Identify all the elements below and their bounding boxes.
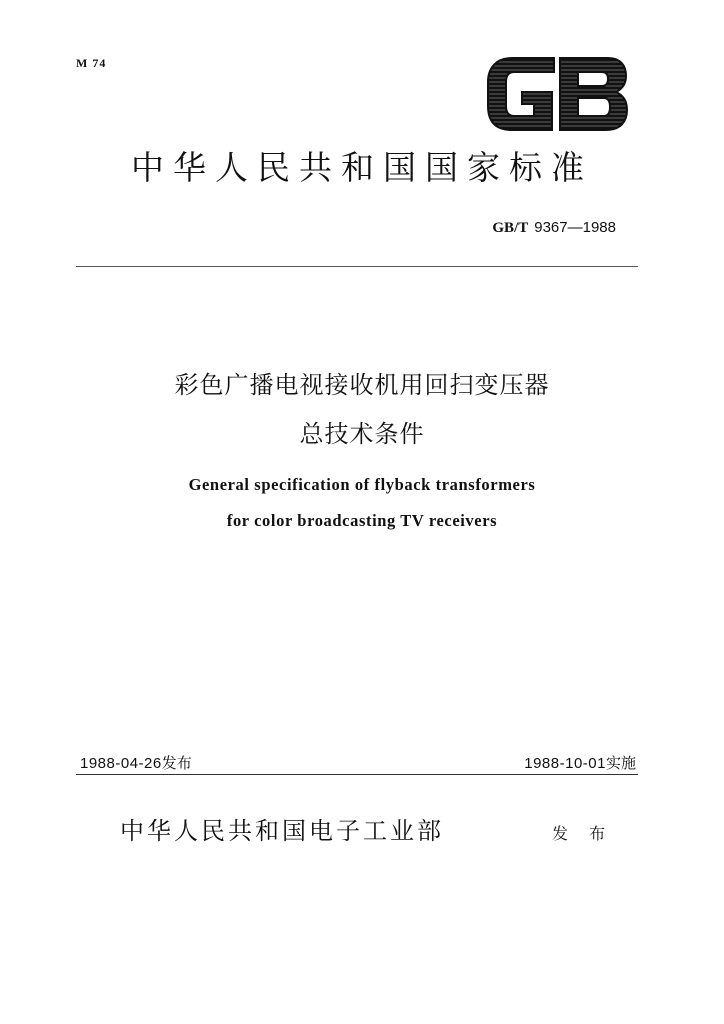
footer-divider xyxy=(76,774,638,775)
classification-code: M 74 xyxy=(76,56,107,70)
standard-organization-heading: 中华人民共和国国家标准 xyxy=(131,148,593,187)
issuing-authority: 中华人民共和国电子工业部 xyxy=(120,817,444,845)
standard-code-prefix: GB/T xyxy=(492,220,529,236)
issue-date xyxy=(80,752,192,773)
english-title-line-1: General specification of flyback transformers xyxy=(188,475,536,494)
implementation-date xyxy=(524,752,636,773)
standard-code-number: 9367—1988 xyxy=(534,219,616,236)
implementation-date-value: 1988-10-01 xyxy=(524,755,606,772)
chinese-title-line-2: 总技术条件 xyxy=(299,420,425,448)
implementation-date-label: 实施 xyxy=(605,754,636,772)
chinese-title-line-1: 彩色广播电视接收机用回扫变压器 xyxy=(174,371,550,399)
header-divider xyxy=(76,266,638,267)
issue-date-value: 1988-04-26 xyxy=(80,755,162,772)
issuing-authority-verb: 发 布 xyxy=(552,824,614,843)
english-title-line-2: for color broadcasting TV receivers xyxy=(226,511,498,530)
standard-code xyxy=(492,218,616,237)
gb-logo xyxy=(482,52,630,136)
issue-date-label: 发布 xyxy=(161,754,192,772)
